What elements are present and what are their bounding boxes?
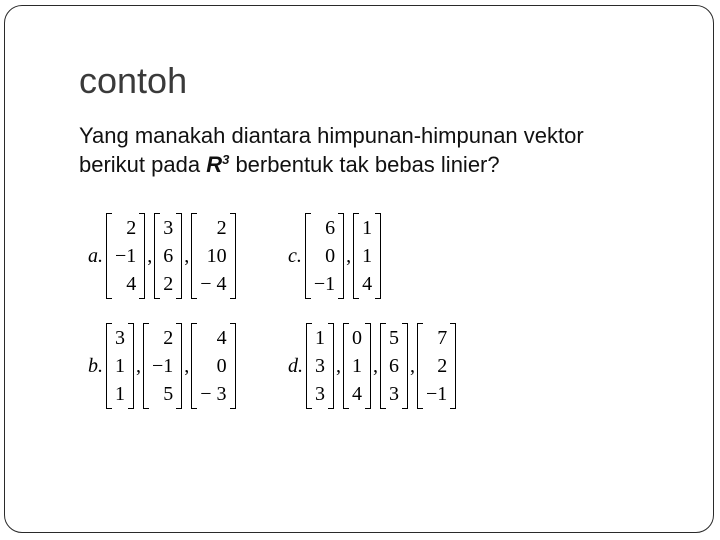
- vector-entry: 1: [115, 383, 125, 405]
- column-vector: [191, 213, 235, 299]
- vector-entry: 5: [163, 383, 174, 405]
- vector-entry: 3: [163, 217, 174, 239]
- column-vector: [417, 323, 456, 409]
- column-vector: [305, 213, 344, 299]
- question-text: [79, 121, 689, 179]
- column-vector: [191, 323, 235, 409]
- problem-label: d.: [288, 354, 303, 377]
- vector-entry: 10: [206, 245, 227, 267]
- column-vector: [143, 323, 182, 409]
- column-vector: [380, 323, 408, 409]
- question-line-2-end: berbentuk tak bebas linier?: [229, 152, 500, 177]
- problem-label: c.: [288, 244, 302, 267]
- problem-c: [288, 213, 381, 299]
- vector-entry: 3: [315, 355, 325, 377]
- vector-entry: 6: [325, 217, 336, 239]
- space-symbol: R: [206, 152, 223, 177]
- vector-entry: −1: [152, 355, 174, 377]
- problem-d: [288, 323, 456, 409]
- vector-entry: 4: [352, 383, 362, 405]
- column-vector: [154, 213, 182, 299]
- vector-entry: 0: [325, 245, 336, 267]
- vector-entry: −1: [313, 273, 336, 295]
- problem-a: [88, 213, 236, 299]
- vector-separator: ,: [346, 244, 352, 267]
- vector-separator: ,: [136, 354, 141, 377]
- column-vector: [106, 323, 134, 409]
- vector-entry: 2: [163, 327, 174, 349]
- column-vector: [306, 323, 334, 409]
- vector-entry: 1: [362, 217, 373, 239]
- vector-entry: 5: [389, 327, 399, 349]
- vector-entry: 1: [352, 355, 362, 377]
- vector-entry: 2: [163, 273, 174, 295]
- vector-entry: − 3: [200, 383, 227, 405]
- column-vector: [106, 213, 145, 299]
- vector-separator: ,: [184, 354, 190, 377]
- vector-entry: 3: [315, 383, 325, 405]
- question-line-2-start: berikut pada: [79, 152, 207, 177]
- vector-entry: 1: [362, 245, 373, 267]
- vector-entry: 1: [315, 327, 325, 349]
- vector-separator: ,: [410, 354, 415, 377]
- question-line-1: Yang manakah diantara himpunan-himpunan vektor: [79, 123, 584, 148]
- vector-entry: 3: [115, 327, 125, 349]
- vector-entry: −1: [115, 245, 137, 267]
- vector-separator: ,: [373, 354, 378, 377]
- vector-separator: ,: [184, 244, 190, 267]
- vector-entry: 4: [126, 273, 137, 295]
- vector-entry: 6: [163, 245, 174, 267]
- vector-entry: 1: [115, 355, 125, 377]
- column-vector: [343, 323, 371, 409]
- vector-entry: 2: [216, 217, 227, 239]
- vector-entry: 4: [216, 327, 227, 349]
- vector-separator: ,: [336, 354, 341, 377]
- vector-entry: −1: [426, 383, 448, 405]
- problem-label: b.: [88, 354, 103, 377]
- slide-title: contoh: [79, 60, 188, 101]
- vector-entry: 3: [389, 383, 399, 405]
- vector-entry: 6: [389, 355, 399, 377]
- problem-b: [88, 323, 236, 409]
- column-vector: [353, 213, 381, 299]
- vector-entry: 0: [352, 327, 362, 349]
- space-dimension: 3: [222, 152, 230, 167]
- vector-entry: 4: [362, 273, 373, 295]
- vector-separator: ,: [147, 244, 153, 267]
- vector-entry: 0: [216, 355, 227, 377]
- vector-entry: − 4: [200, 273, 227, 295]
- vector-entry: 2: [437, 355, 448, 377]
- problem-label: a.: [88, 244, 103, 267]
- vector-entry: 2: [126, 217, 137, 239]
- vector-entry: 7: [437, 327, 448, 349]
